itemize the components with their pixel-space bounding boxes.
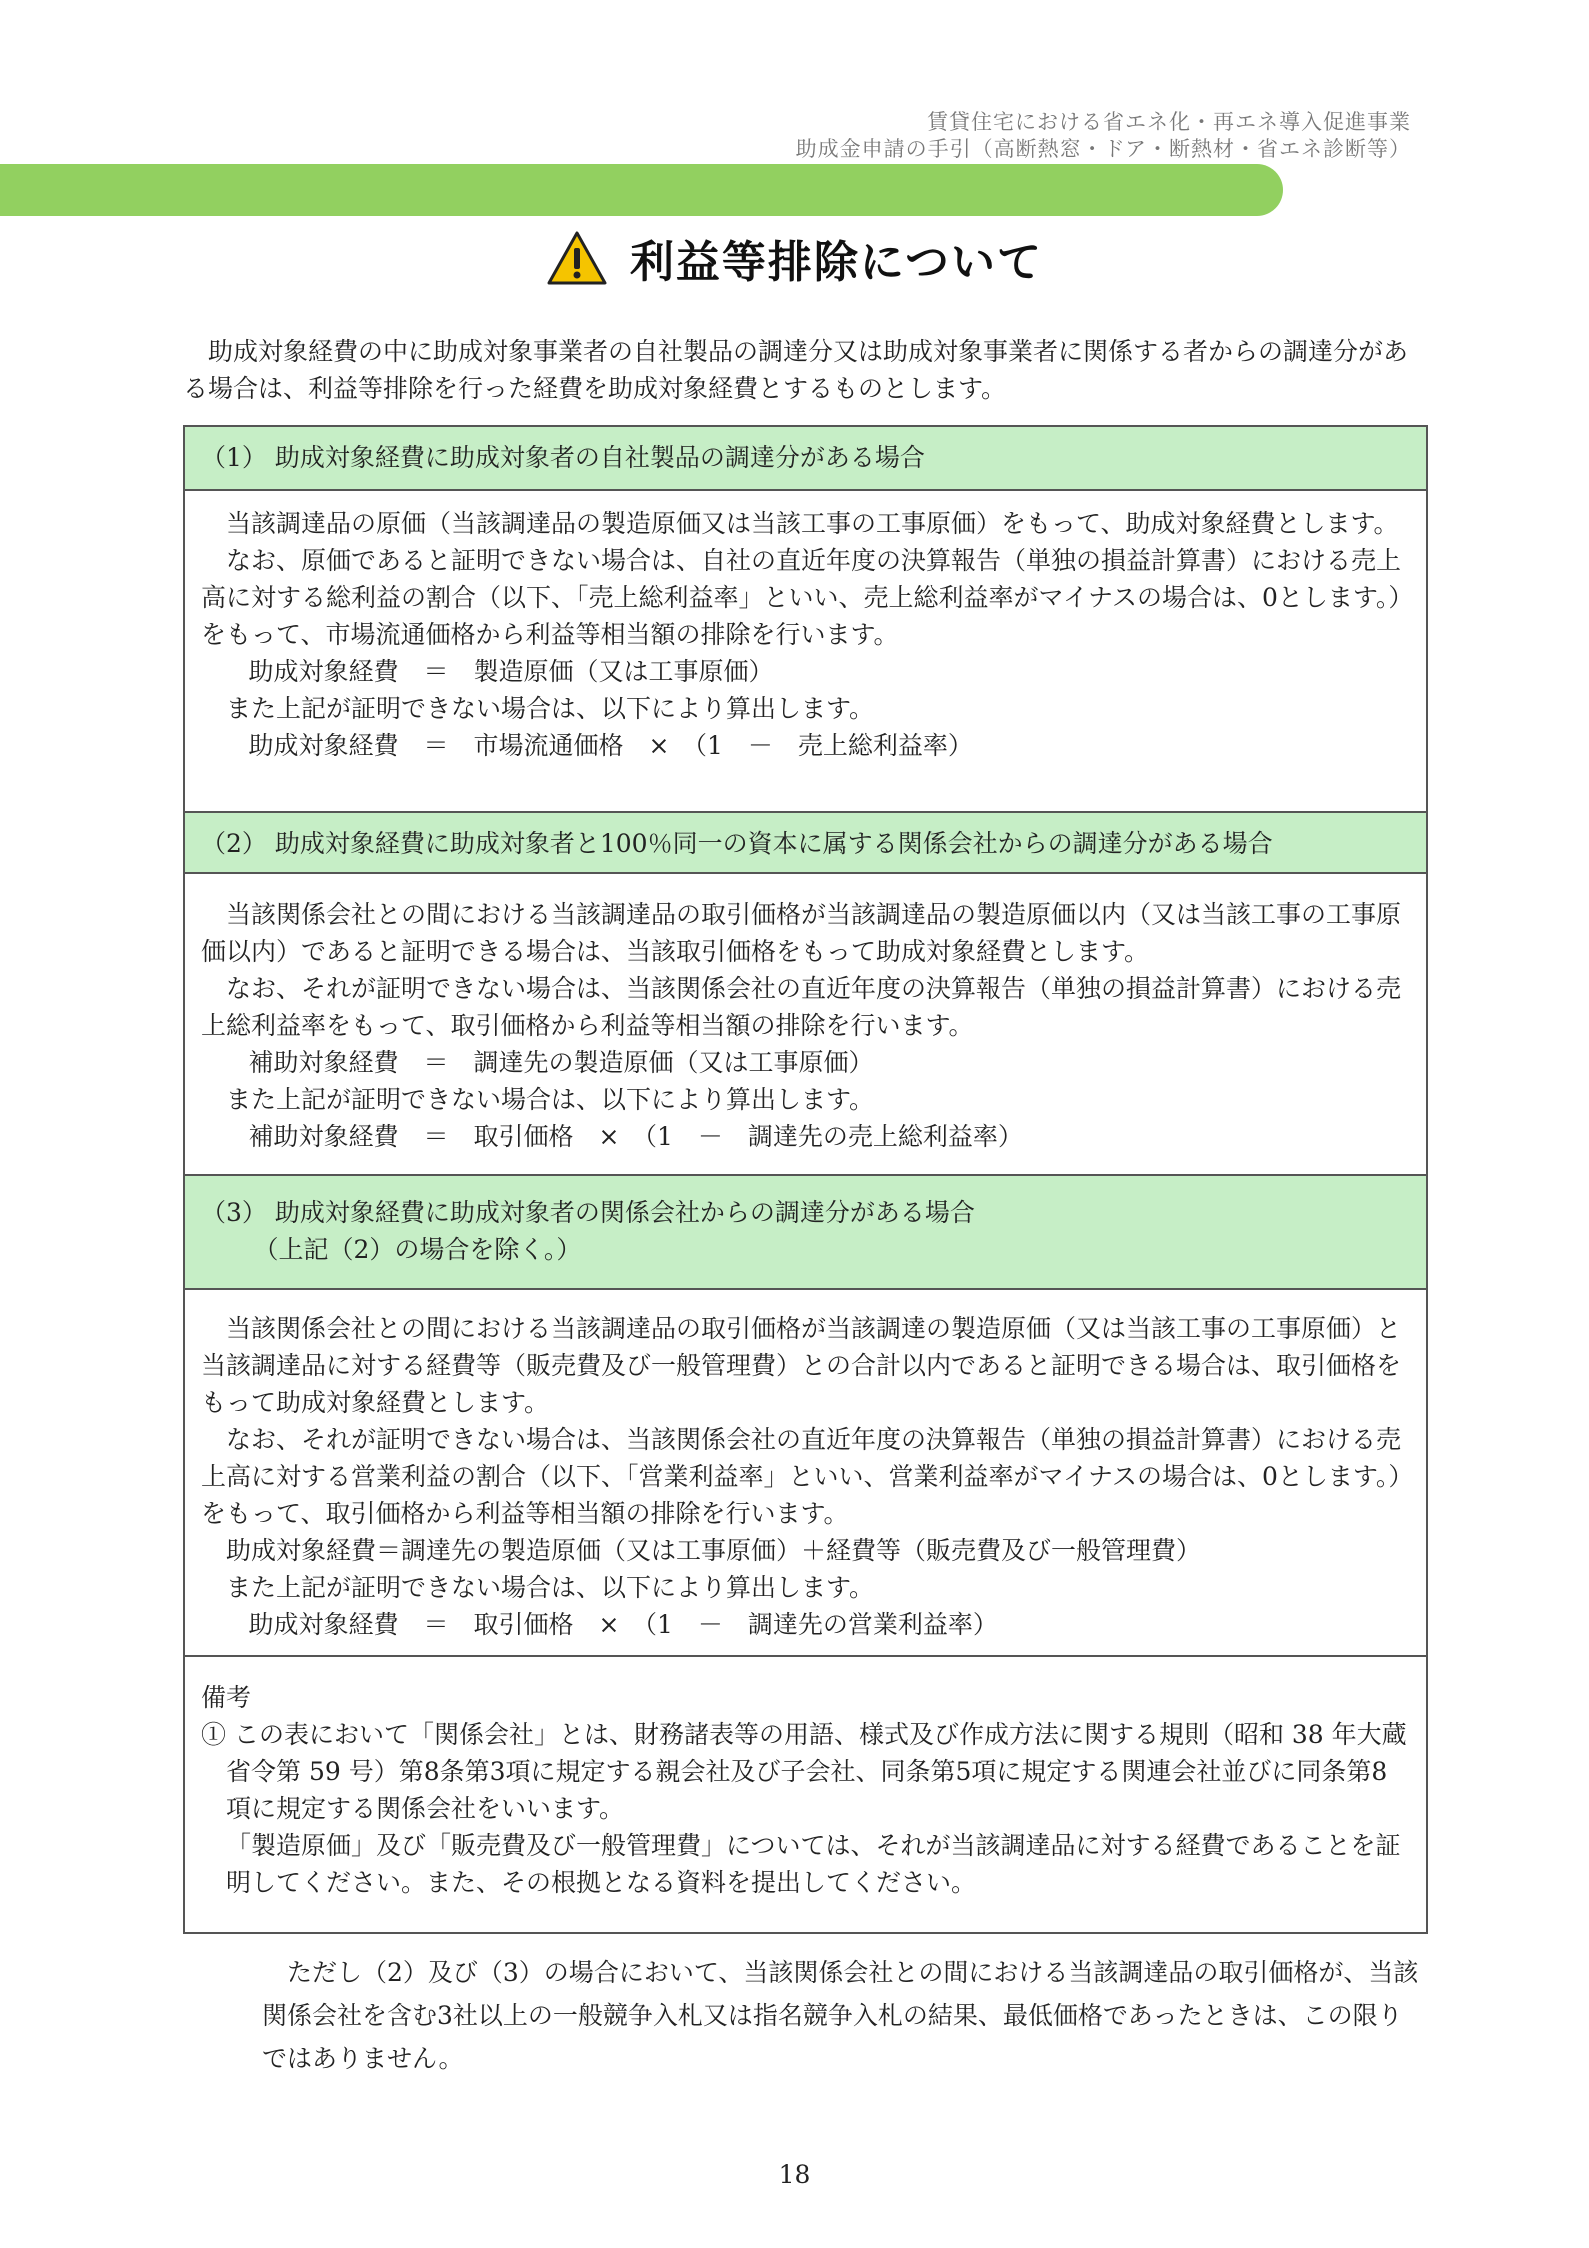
section-1-formula-2: 助成対象経費 ＝ 市場流通価格 × （1 － 売上総利益率） xyxy=(248,731,973,760)
section-2-heading xyxy=(185,813,1426,874)
section-1-formula-1: 助成対象経費 ＝ 製造原価（又は工事原価） xyxy=(248,657,774,686)
section-2-formula-2: 補助対象経費 ＝ 取引価格 × （1 － 調達先の売上総利益率） xyxy=(248,1122,1023,1151)
header-line-1: 賃貸住宅における省エネ化・再エネ導入促進事業 xyxy=(927,110,1411,134)
page-title-text: 利益等排除について xyxy=(629,237,1044,288)
section-1-note: また上記が証明できない場合は、以下により算出します。 xyxy=(226,694,875,723)
section-3-heading-note: （上記（2）の場合を除く。） xyxy=(253,1235,582,1264)
green-header-band xyxy=(0,164,1283,216)
remarks-title: 備考 xyxy=(201,1683,252,1712)
section-3-formula-2: 助成対象経費 ＝ 取引価格 × （1 － 調達先の営業利益率） xyxy=(248,1610,998,1639)
section-3-heading-text: （3） 助成対象経費に助成対象者の関係会社からの調達分がある場合 xyxy=(201,1198,975,1227)
remarks-item-1: ① この表において「関係会社」とは、財務諸表等の用語、様式及び作成方法に関する規則（昭和 38 年大蔵省令第 59 号）第8条第3項に規定する親会社及び子会社、同条第5項に規定する関連会社並びに同条第8項に規定する関係会社をいいます。 xyxy=(201,1720,1407,1823)
section-3-note: また上記が証明できない場合は、以下により算出します。 xyxy=(226,1573,875,1602)
warning-icon xyxy=(546,230,608,286)
section-2-p2: なお、それが証明できない場合は、当該関係会社の直近年度の決算報告（単独の損益計算書）における売上総利益率をもって、取引価格から利益等相当額の排除を行います。 xyxy=(201,974,1402,1040)
section-2-body xyxy=(185,874,1426,1176)
section-1-p1: 当該調達品の原価（当該調達品の製造原価又は当該工事の工事原価）をもって、助成対象経費とします。 xyxy=(226,509,1399,538)
section-1-p2: なお、原価であると証明できない場合は、自社の直近年度の決算報告（単独の損益計算書）における売上高に対する総利益の割合（以下、「売上総利益率」といい、売上総利益率がマイナスの場合は、0とします。）をもって、市場流通価格から利益等相当額の排除を行います。 xyxy=(201,546,1402,649)
section-1-heading-text: （1） 助成対象経費に助成対象者の自社製品の調達分がある場合 xyxy=(201,443,925,472)
section-2-heading-text: （2） 助成対象経費に助成対象者と100％同一の資本に属する関係会社からの調達分がある場合 xyxy=(201,829,1273,858)
remarks-box xyxy=(185,1657,1426,1932)
section-3-body xyxy=(185,1290,1426,1657)
header-line-2: 助成金申請の手引（高断熱窓・ドア・断熱材・省エネ診断等） xyxy=(795,137,1411,161)
section-3-p2: なお、それが証明できない場合は、当該関係会社の直近年度の決算報告（単独の損益計算書）における売上高に対する営業利益の割合（以下、「営業利益率」といい、営業利益率がマイナスの場合は、0とします。）をもって、取引価格から利益等相当額の排除を行います。 xyxy=(201,1425,1402,1528)
section-2-formula-1: 補助対象経費 ＝ 調達先の製造原価（又は工事原価） xyxy=(248,1048,874,1077)
section-3-heading xyxy=(185,1176,1426,1290)
section-2-p1: 当該関係会社との間における当該調達品の取引価格が当該調達品の製造原価以内（又は当該工事の工事原価以内）であると証明できる場合は、当該取引価格をもって助成対象経費とします。 xyxy=(201,900,1402,966)
remarks-item-2: 「製造原価」及び「販売費及び一般管理費」については、それが当該調達品に対する経費であることを証明してください。また、その根拠となる資料を提出してください。 xyxy=(226,1831,1401,1897)
outro-paragraph: ただし（2）及び（3）の場合において、当該関係会社との間における当該調達品の取引価格が、当該関係会社を含む3社以上の一般競争入札又は指名競争入札の結果、最低価格であったときは、この限りではありません。 xyxy=(262,1958,1419,2073)
profit-exclusion-table xyxy=(183,425,1428,1934)
intro-paragraph: 助成対象経費の中に助成対象事業者の自社製品の調達分又は助成対象事業者に関係する者からの調達分がある場合は、利益等排除を行った経費を助成対象経費とするものとします。 xyxy=(183,337,1409,403)
section-2-note: また上記が証明できない場合は、以下により算出します。 xyxy=(226,1085,875,1114)
page-title xyxy=(0,226,1589,290)
section-3-p1: 当該関係会社との間における当該調達品の取引価格が当該調達の製造原価（又は当該工事の工事原価）と当該調達品に対する経費等（販売費及び一般管理費）との合計以内であると証明できる場合は、取引価格をもって助成対象経費とします。 xyxy=(201,1314,1402,1417)
section-1-heading xyxy=(185,427,1426,491)
section-3-formula-1: 助成対象経費＝調達先の製造原価（又は工事原価）＋経費等（販売費及び一般管理費） xyxy=(226,1536,1202,1565)
page-number: 18 xyxy=(778,2160,811,2189)
section-1-body xyxy=(185,491,1426,813)
